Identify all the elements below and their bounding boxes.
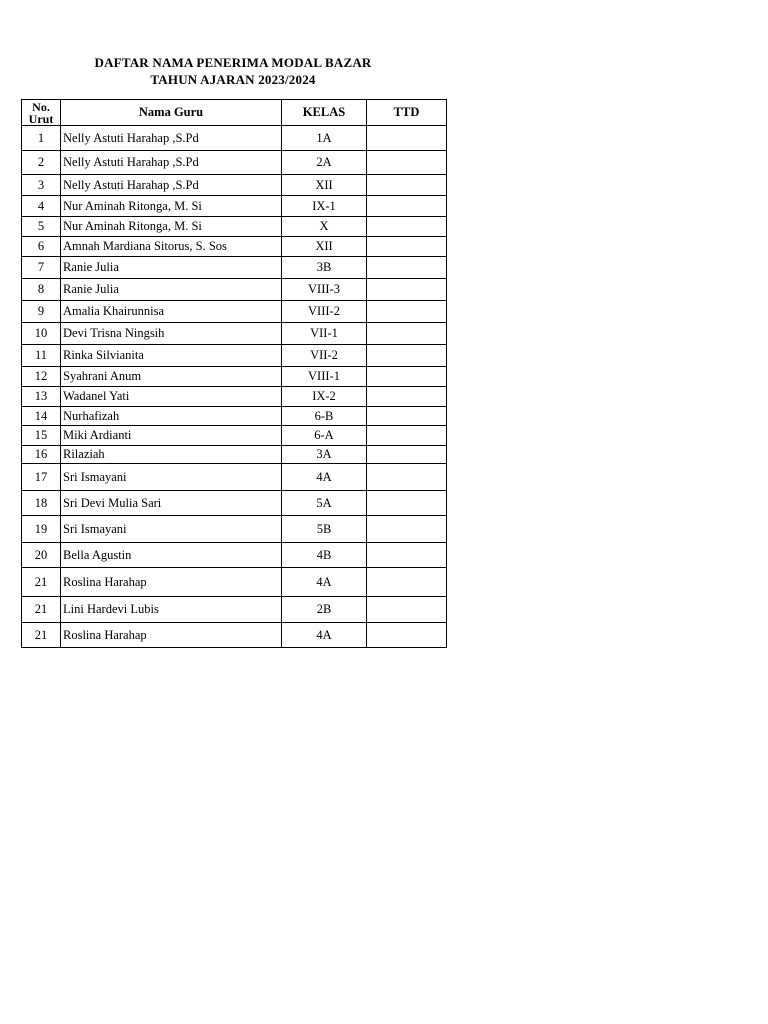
class-cell: VII-2 <box>282 345 367 367</box>
table-row <box>22 279 447 301</box>
teacher-name: Roslina Harahap <box>61 568 282 597</box>
row-number: 1 <box>22 126 61 151</box>
row-number: 14 <box>22 407 61 426</box>
signature-cell <box>367 464 447 491</box>
table-row <box>22 175 447 196</box>
class-cell: 6-A <box>282 426 367 446</box>
title-line-2: TAHUN AJARAN 2023/2024 <box>150 72 316 87</box>
class-cell: IX-1 <box>282 196 367 217</box>
document-title <box>0 54 466 88</box>
class-cell: 3B <box>282 257 367 279</box>
signature-cell <box>367 426 447 446</box>
class-cell: 4A <box>282 464 367 491</box>
signature-cell <box>367 323 447 345</box>
table-row <box>22 597 447 623</box>
class-cell: 1A <box>282 126 367 151</box>
row-number: 21 <box>22 623 61 648</box>
teacher-name: Sri Ismayani <box>61 516 282 543</box>
row-number: 3 <box>22 175 61 196</box>
teacher-name: Sri Ismayani <box>61 464 282 491</box>
row-number: 11 <box>22 345 61 367</box>
teacher-name: Sri Devi Mulia Sari <box>61 491 282 516</box>
table-row <box>22 217 447 237</box>
teacher-name: Nur Aminah Ritonga, M. Si <box>61 196 282 217</box>
table-row <box>22 446 447 464</box>
teacher-name: Rinka Silvianita <box>61 345 282 367</box>
row-number: 21 <box>22 568 61 597</box>
signature-cell <box>367 126 447 151</box>
signature-cell <box>367 623 447 648</box>
table-row <box>22 426 447 446</box>
signature-cell <box>367 387 447 407</box>
teacher-name: Nur Aminah Ritonga, M. Si <box>61 217 282 237</box>
signature-cell <box>367 257 447 279</box>
signature-cell <box>367 543 447 568</box>
table-row <box>22 345 447 367</box>
signature-cell <box>367 217 447 237</box>
row-number: 19 <box>22 516 61 543</box>
signature-cell <box>367 407 447 426</box>
row-number: 18 <box>22 491 61 516</box>
table-header-row <box>22 100 447 126</box>
teacher-name: Nelly Astuti Harahap ,S.Pd <box>61 151 282 175</box>
signature-cell <box>367 279 447 301</box>
header-no-line1: No. <box>32 99 50 114</box>
class-cell: VIII-1 <box>282 367 367 387</box>
header-no-line2: Urut <box>28 111 54 126</box>
row-number: 15 <box>22 426 61 446</box>
class-cell: X <box>282 217 367 237</box>
teacher-name: Nelly Astuti Harahap ,S.Pd <box>61 126 282 151</box>
table-row <box>22 301 447 323</box>
signature-cell <box>367 516 447 543</box>
header-kelas: KELAS <box>282 100 367 126</box>
teacher-name: Bella Agustin <box>61 543 282 568</box>
header-no-urut <box>22 100 61 126</box>
class-cell: XII <box>282 175 367 196</box>
class-cell: 5B <box>282 516 367 543</box>
header-nama-guru: Nama Guru <box>61 100 282 126</box>
row-number: 13 <box>22 387 61 407</box>
table-row <box>22 464 447 491</box>
row-number: 10 <box>22 323 61 345</box>
table-row <box>22 126 447 151</box>
table-body <box>22 126 447 648</box>
table-row <box>22 257 447 279</box>
row-number: 5 <box>22 217 61 237</box>
teacher-name: Devi Trisna Ningsih <box>61 323 282 345</box>
teacher-name: Lini Hardevi Lubis <box>61 597 282 623</box>
row-number: 17 <box>22 464 61 491</box>
teacher-name: Wadanel Yati <box>61 387 282 407</box>
table-row <box>22 323 447 345</box>
class-cell: 4A <box>282 568 367 597</box>
signature-cell <box>367 237 447 257</box>
row-number: 20 <box>22 543 61 568</box>
teacher-name: Syahrani Anum <box>61 367 282 387</box>
teacher-name: Ranie Julia <box>61 257 282 279</box>
signature-cell <box>367 597 447 623</box>
class-cell: 2B <box>282 597 367 623</box>
table-row <box>22 237 447 257</box>
title-line-1: DAFTAR NAMA PENERIMA MODAL BAZAR <box>94 55 372 70</box>
table-row <box>22 387 447 407</box>
class-cell: 2A <box>282 151 367 175</box>
teacher-name: Nurhafizah <box>61 407 282 426</box>
class-cell: VIII-3 <box>282 279 367 301</box>
signature-cell <box>367 568 447 597</box>
class-cell: IX-2 <box>282 387 367 407</box>
signature-cell <box>367 301 447 323</box>
teacher-name: Ranie Julia <box>61 279 282 301</box>
teacher-name: Miki Ardianti <box>61 426 282 446</box>
class-cell: 4B <box>282 543 367 568</box>
signature-cell <box>367 151 447 175</box>
signature-cell <box>367 196 447 217</box>
class-cell: VIII-2 <box>282 301 367 323</box>
teacher-name: Nelly Astuti Harahap ,S.Pd <box>61 175 282 196</box>
class-cell: 5A <box>282 491 367 516</box>
row-number: 16 <box>22 446 61 464</box>
table-row <box>22 491 447 516</box>
row-number: 9 <box>22 301 61 323</box>
signature-cell <box>367 446 447 464</box>
signature-cell <box>367 345 447 367</box>
row-number: 6 <box>22 237 61 257</box>
table-row <box>22 367 447 387</box>
row-number: 4 <box>22 196 61 217</box>
class-cell: VII-1 <box>282 323 367 345</box>
row-number: 2 <box>22 151 61 175</box>
teacher-name: Amnah Mardiana Sitorus, S. Sos <box>61 237 282 257</box>
table-row <box>22 516 447 543</box>
teacher-name: Amalia Khairunnisa <box>61 301 282 323</box>
table-row <box>22 543 447 568</box>
header-ttd: TTD <box>367 100 447 126</box>
table-row <box>22 568 447 597</box>
table-row <box>22 196 447 217</box>
class-cell: 3A <box>282 446 367 464</box>
class-cell: 4A <box>282 623 367 648</box>
row-number: 8 <box>22 279 61 301</box>
signature-cell <box>367 491 447 516</box>
row-number: 21 <box>22 597 61 623</box>
table-row <box>22 407 447 426</box>
class-cell: XII <box>282 237 367 257</box>
signature-cell <box>367 367 447 387</box>
table-row <box>22 151 447 175</box>
table-row <box>22 623 447 648</box>
recipient-table <box>21 99 447 648</box>
teacher-name: Roslina Harahap <box>61 623 282 648</box>
teacher-name: Rilaziah <box>61 446 282 464</box>
signature-cell <box>367 175 447 196</box>
row-number: 12 <box>22 367 61 387</box>
row-number: 7 <box>22 257 61 279</box>
class-cell: 6-B <box>282 407 367 426</box>
